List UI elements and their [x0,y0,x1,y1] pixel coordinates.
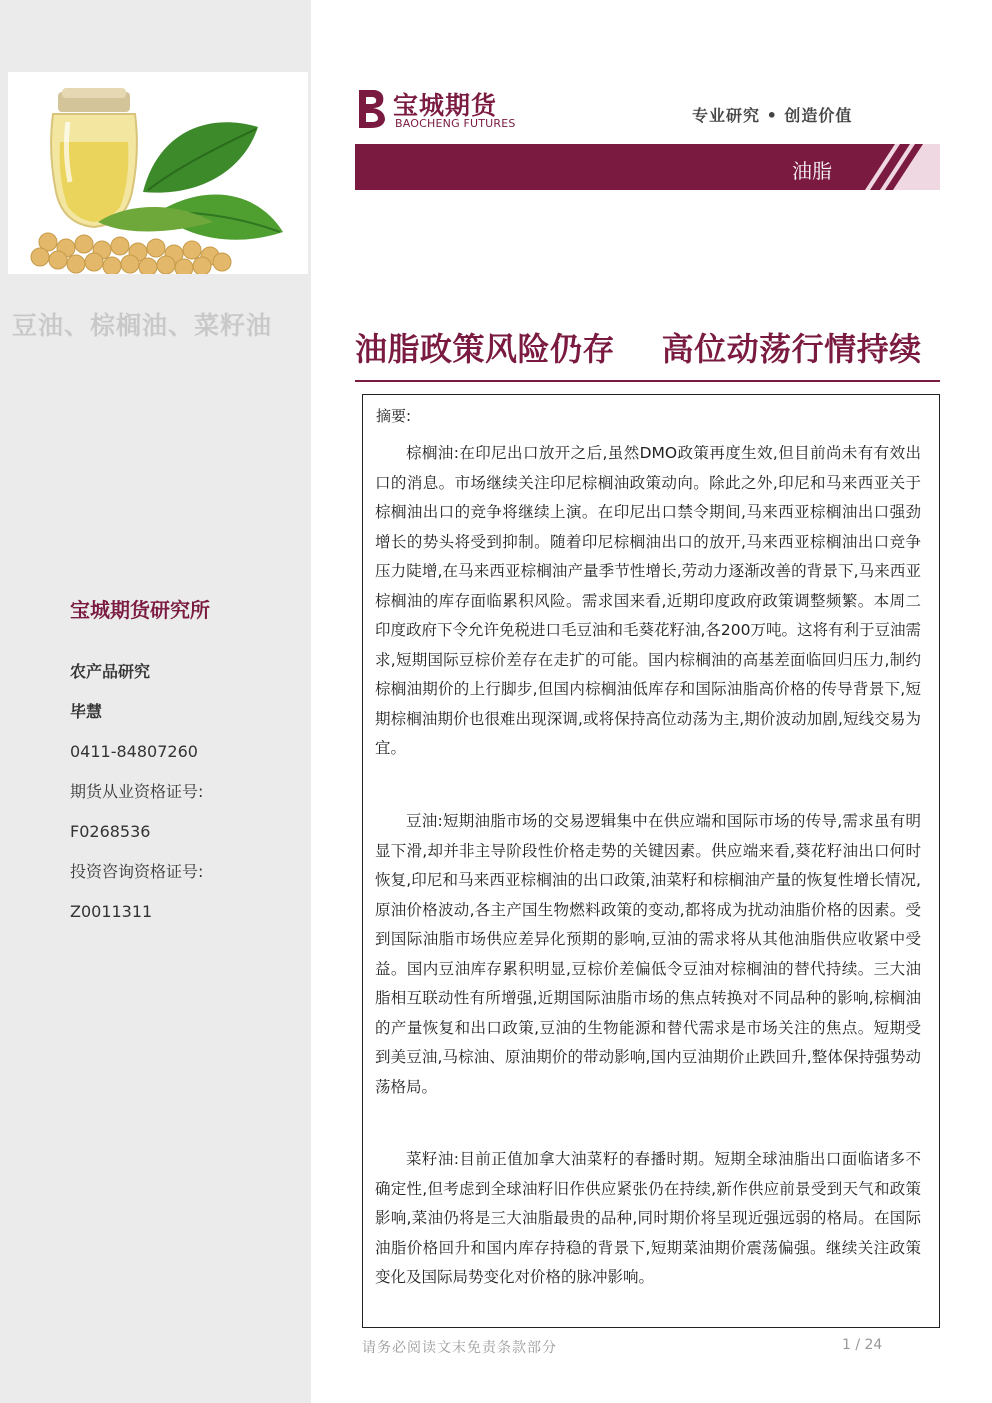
oil-jar-soybean-illustration [8,72,308,274]
section-band [355,144,940,190]
sidebar-categories: 豆油、棕榈油、菜籽油 [12,311,273,340]
futures-license-label: 期货从业资格证号: [70,782,204,801]
footer-disclaimer: 请务必阅读文末免责条款部分 [362,1340,557,1356]
abstract-label: 摘要: [376,407,412,425]
logo-mark-icon [355,86,389,130]
research-area: 农产品研究 [70,662,151,681]
analyst-info [70,660,300,940]
logo-english-name: BAOCHENG FUTURES [395,117,516,130]
advisory-license-number: Z0011311 [70,902,153,921]
cover-image [8,72,308,274]
company-logo [355,86,525,132]
analyst-name: 毕慧 [70,702,103,721]
slogan: 专业研究 • 创造价值 [692,106,853,125]
advisory-license-label: 投资咨询资格证号: [70,862,204,881]
abstract-box [362,394,940,1328]
futures-license-number: F0268536 [70,822,151,841]
paragraph-palm-oil: 棕榈油:在印尼出口放开之后,虽然DMO政策再度生效,但目前尚未有有效出口的消息。市场继续关注印尼棕榈油政策动向。除此之外,印尼和马来西亚关于棕榈油出口的竞争将继续上演。在印尼出口禁令期间,马来西亚棕榈油出口强劲增长的势头将受到抑制。随着印尼棕榈油出口的放开,马来西亚棕榈油出口竞争压力陡增,在马来西亚棕榈油产量季节性增长,劳动力逐渐改善的背景下,马来西亚棕榈油的库存面临累积风险。需求国来看,近期印度政府政策调整频繁。本周二印度政府下令允许免税进口毛豆油和毛葵花籽油,各200万吨。这将有利于豆油需求,短期国际豆棕价差存在走扩的可能。国内棕榈油的高基差面临回归压力,制约棕榈油期价的上行脚步,但国内棕榈油低库存和国际油脂高价格的传导背景下,短期棕榈油期价也很难出现深调,或将保持高位动荡为主,期价波动加剧,短线交易为宜。 [375,444,922,757]
report-title: 油脂政策风险仍存 高位动荡行情持续 [355,330,922,368]
section-label: 油脂 [792,159,832,183]
institute-name: 宝城期货研究所 [70,598,210,622]
title-divider [355,380,940,382]
paragraph-soybean-oil: 豆油:短期油脂市场的交易逻辑集中在供应端和国际市场的传导,需求虽有明显下滑,却并非主导阶段性价格走势的关键因素。供应端来看,葵花籽油出口何时恢复,印尼和马来西亚棕榈油的出口政策,油菜籽和棕榈油产量的恢复性增长情况,原油价格波动,各主产国生物燃料政策的变动,都将成为扰动油脂价格的因素。受到国际油脂市场供应差异化预期的影响,豆油的需求将从其他油脂供应收紧中受益。国内豆油库存累积明显,豆棕价差偏低令豆油对棕榈油的替代持续。三大油脂相互联动性有所增强,近期国际油脂市场的焦点转换对不同品种的影响,棕榈油的产量恢复和出口政策,豆油的生物能源和替代需求是市场关注的焦点。短期受到美豆油,马棕油、原油期价的带动影响,国内豆油期价止跌回升,整体保持强势动荡格局。 [375,812,921,1096]
sidebar [0,0,311,1403]
page-number: 1 / 24 [842,1337,883,1353]
analyst-phone: 0411-84807260 [70,742,198,761]
paragraph-rapeseed-oil: 菜籽油:目前正值加拿大油菜籽的春播时期。短期全球油脂出口面临诸多不确定性,但考虑到全球油籽旧作供应紧张仍在持续,新作供应前景受到天气和政策影响,菜油仍将是三大油脂最贵的品种,同时期价将呈现近强远弱的格局。在国际油脂价格回升和国内库存持稳的背景下,短期菜油期价震荡偏强。继续关注政策变化及国际局势变化对价格的脉冲影响。 [375,1150,921,1286]
logo-chinese-name: 宝城期货 [393,91,498,120]
